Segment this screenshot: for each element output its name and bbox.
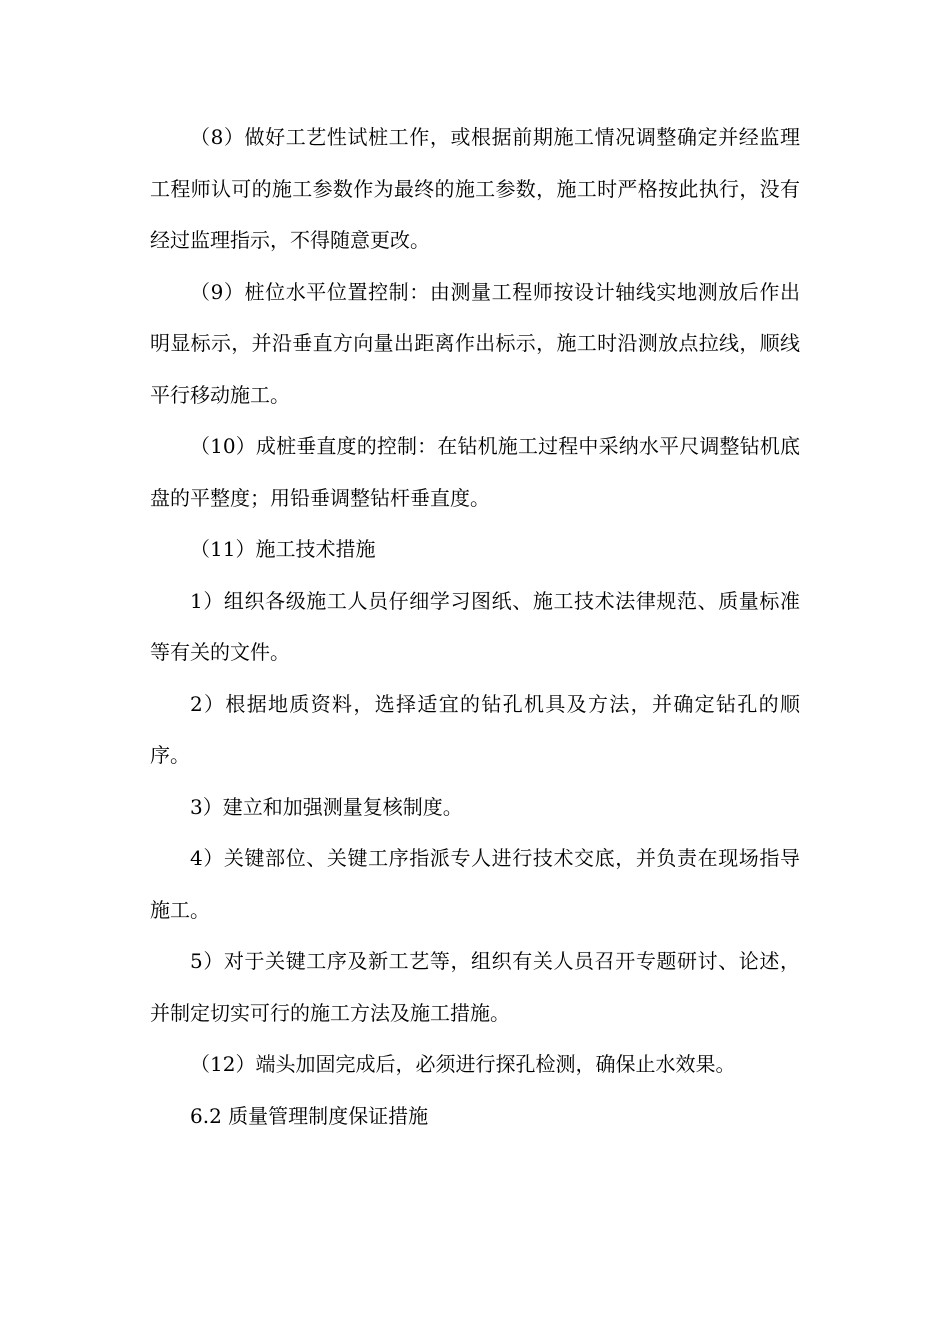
document-body (150, 112, 800, 1142)
list-item-2-drilling-tools: 2）根据地质资料，选择适宜的钻孔机具及方法，并确定钻孔的顺序。 (150, 691, 800, 767)
list-item-1-study-drawings: 1）组织各级施工人员仔细学习图纸、施工技术法律规范、质量标准等有关的文件。 (150, 588, 800, 664)
list-item-4-key-process-briefing: 4）关键部位、关键工序指派专人进行技术交底，并负责在现场指导施工。 (150, 846, 800, 922)
list-item-5-new-process-discussion: 5）对于关键工序及新工艺等，组织有关人员召开专题研讨、论述，并制定切实可行的施工方法及施工措施。 (150, 949, 800, 1025)
paragraph-12-probe-hole-check: （12）端头加固完成后，必须进行探孔检测，确保止水效果。 (190, 1052, 736, 1076)
list-item-3-survey-review: 3）建立和加强测量复核制度。 (190, 794, 463, 819)
paragraph-11-technical-measures-heading: （11）施工技术措施 (190, 537, 376, 561)
paragraph-9-pile-position-control: （9）桩位水平位置控制：由测量工程师按设计轴线实地测放后作出明显标示，并沿垂直方向量出距离作出标示，施工时沿测放点拉线，顺线平行移动施工。 (150, 279, 800, 407)
section-heading-6-2: 6.2 质量管理制度保证措施 (190, 1103, 429, 1128)
paragraph-10-verticality-control: （10）成桩垂直度的控制：在钻机施工过程中采纳水平尺调整钻机底盘的平整度；用铅垂调整钻杆垂直度。 (150, 434, 800, 510)
paragraph-8-trial-pile: （8）做好工艺性试桩工作，或根据前期施工情况调整确定并经监理工程师认可的施工参数作为最终的施工参数，施工时严格按此执行，没有经过监理指示，不得随意更改。 (150, 125, 800, 252)
